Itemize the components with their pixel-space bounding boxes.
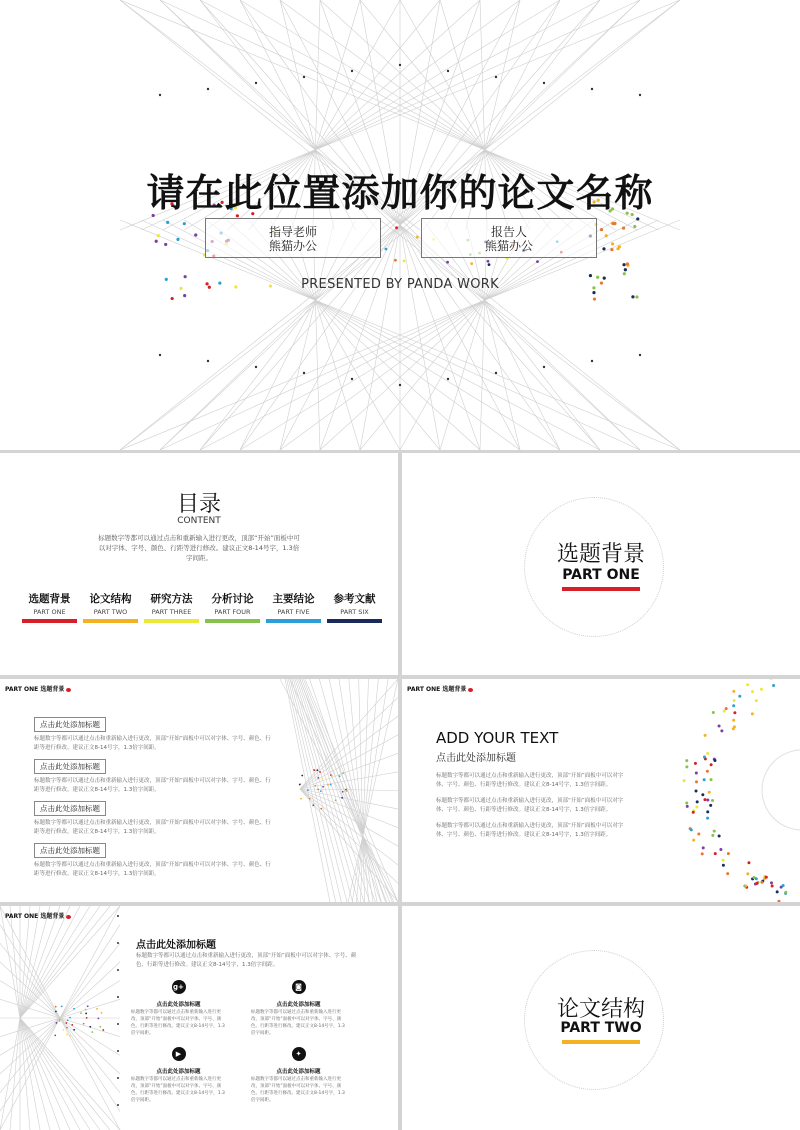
part-label — [407, 684, 473, 693]
youtube-icon[interactable]: ▶ — [172, 1047, 186, 1061]
toc-item-part: PART FIVE — [277, 608, 310, 616]
text-block — [34, 838, 274, 879]
toc-item-part: PART FOUR — [214, 608, 251, 616]
toc-item[interactable] — [22, 591, 77, 623]
block-heading[interactable]: 点击此处添加标题 — [34, 801, 106, 816]
toc-item-part: PART THREE — [151, 608, 192, 616]
content-title: ADD YOUR TEXT — [436, 729, 559, 747]
toc-item-title: 论文结构 — [89, 593, 132, 605]
toc-item-bar — [266, 619, 321, 623]
text-block — [34, 712, 274, 753]
toc-item-bar — [22, 619, 77, 623]
toc-subtitle: CONTENT — [177, 516, 221, 526]
content-slide-icons[interactable] — [0, 906, 398, 1130]
advisor-label: 指导老师 — [268, 225, 317, 239]
part-label — [5, 911, 71, 920]
feature-heading: 点击此处添加标题 — [156, 1069, 201, 1075]
block-heading[interactable]: 点击此处添加标题 — [34, 717, 106, 732]
reporter-label: 报告人 — [490, 225, 527, 239]
feature-item — [251, 1047, 346, 1104]
advisor-name: 熊猫办公 — [268, 239, 317, 253]
toc-item-title: 选题背景 — [28, 593, 71, 605]
toc-list — [22, 591, 382, 623]
section-part: PART TWO — [560, 1020, 642, 1036]
block-body: 标题数字等都可以通过点击和重新输入进行更改，顶部“开始”面板中可以对字体、字号、颜色、行距等进行修改。建议正文8-14号字，1.3倍字间距。 — [34, 736, 271, 751]
toc-item-title: 主要结论 — [272, 593, 315, 605]
dot-ring-decoration — [402, 679, 800, 902]
feature-item — [131, 1047, 226, 1104]
toc-item[interactable] — [205, 591, 260, 623]
toc-description: 标题数字等都可以通过点击和重新输入进行更改，顶部“开始”面板中可以对字体、字号、颜色、行距等进行修改。建议正文8-14号字，1.3倍字间距。 — [98, 534, 300, 562]
reporter-name: 熊猫办公 — [484, 239, 533, 253]
red-dot-icon — [468, 688, 473, 692]
presented-by: PRESENTED BY PANDA WORK — [301, 277, 499, 292]
block-heading[interactable]: 点击此处添加标题 — [34, 843, 106, 858]
content-slide-text[interactable] — [402, 679, 800, 902]
toc-item-part: PART TWO — [93, 608, 128, 616]
toc-item-bar — [144, 619, 199, 623]
feature-body: 标题数字等都可以通过点击和重新输入进行更改，顶部“开始”面板中可以对字体、字号、颜色、行距等进行修改。建议正文8-14号字，1.3倍字间距。 — [131, 1077, 225, 1103]
section-title: 论文结构 — [556, 997, 645, 1022]
feature-item — [251, 980, 346, 1037]
content-description: 标题数字等都可以通过点击和重新输入进行更改，顶部“开始”面板中可以对字体、字号、颜色、行距等进行修改。建议正文8-14号字，1.3倍字间距。 — [136, 953, 357, 968]
part-label-text: PART ONE 选题背景 — [5, 686, 65, 693]
toc-item-title: 参考文献 — [333, 593, 376, 605]
red-dot-icon — [66, 688, 71, 692]
thesis-title: 请在此位置添加你的论文名称 — [146, 171, 654, 215]
toc-item-bar — [205, 619, 260, 623]
block-heading[interactable]: 点击此处添加标题 — [34, 759, 106, 774]
feature-heading: 点击此处添加标题 — [276, 1002, 321, 1008]
section-bar — [562, 1040, 640, 1044]
content-paragraph: 标题数字等都可以通过点击和重新输入进行更改，顶部“开始”面板中可以对字体、字号、颜色、行距等进行修改。建议正文8-14号字，1.3倍字间距。 — [436, 823, 624, 838]
toc-item-part: PART SIX — [340, 608, 369, 616]
content-title: 点击此处添加标题 — [136, 940, 216, 951]
feature-body: 标题数字等都可以通过点击和重新输入进行更改，顶部“开始”面板中可以对字体、字号、颜色、行距等进行修改。建议正文8-14号字，1.3倍字间距。 — [131, 1010, 225, 1036]
toc-slide[interactable] — [0, 453, 398, 675]
string-art-background — [0, 0, 800, 450]
toc-item-title: 分析讨论 — [211, 593, 254, 605]
instagram-icon[interactable]: ◙ — [292, 980, 306, 994]
toc-item[interactable] — [83, 591, 138, 623]
feature-heading: 点击此处添加标题 — [156, 1002, 201, 1008]
red-dot-icon — [66, 915, 71, 919]
toc-item[interactable] — [327, 591, 382, 623]
text-block — [34, 796, 274, 837]
feature-heading: 点击此处添加标题 — [276, 1069, 321, 1075]
cover-slide[interactable] — [0, 0, 800, 450]
part-label-text: PART ONE 选题背景 — [5, 913, 65, 920]
text-block — [34, 754, 274, 795]
twitter-icon[interactable]: ✦ — [292, 1047, 306, 1061]
toc-item-title: 研究方法 — [150, 593, 193, 605]
block-body: 标题数字等都可以通过点击和重新输入进行更改，顶部“开始”面板中可以对字体、字号、颜色、行距等进行修改。建议正文8-14号字，1.3倍字间距。 — [34, 862, 271, 877]
section-bar — [562, 587, 640, 591]
feature-body: 标题数字等都可以通过点击和重新输入进行更改，顶部“开始”面板中可以对字体、字号、颜色、行距等进行修改。建议正文8-14号字，1.3倍字间距。 — [251, 1077, 345, 1103]
block-body: 标题数字等都可以通过点击和重新输入进行更改，顶部“开始”面板中可以对字体、字号、颜色、行距等进行修改。建议正文8-14号字，1.3倍字间距。 — [34, 820, 271, 835]
section-two-slide[interactable] — [402, 906, 800, 1130]
section-one-slide[interactable] — [402, 453, 800, 675]
content-paragraph: 标题数字等都可以通过点击和重新输入进行更改，顶部“开始”面板中可以对字体、字号、颜色、行距等进行修改。建议正文8-14号字，1.3倍字间距。 — [436, 798, 624, 813]
advisor-box — [205, 218, 381, 258]
toc-title: 目录 — [176, 492, 221, 517]
content-subtitle: 点击此处添加标题 — [436, 753, 516, 764]
toc-item-bar — [327, 619, 382, 623]
toc-item[interactable] — [266, 591, 321, 623]
part-label — [5, 684, 71, 693]
section-part: PART ONE — [562, 567, 640, 583]
feature-body: 标题数字等都可以通过点击和重新输入进行更改，顶部“开始”面板中可以对字体、字号、颜色、行距等进行修改。建议正文8-14号字，1.3倍字间距。 — [251, 1010, 345, 1036]
google-plus-icon[interactable]: g+ — [172, 980, 186, 994]
feature-item — [131, 980, 226, 1037]
reporter-box — [421, 218, 597, 258]
section-title: 选题背景 — [556, 542, 645, 567]
content-slide-blocks[interactable] — [0, 679, 398, 902]
part-label-text: PART ONE 选题背景 — [407, 686, 467, 693]
toc-item-bar — [83, 619, 138, 623]
content-paragraph: 标题数字等都可以通过点击和重新输入进行更改，顶部“开始”面板中可以对字体、字号、颜色、行距等进行修改。建议正文8-14号字，1.3倍字间距。 — [436, 773, 624, 788]
toc-item[interactable] — [144, 591, 199, 623]
toc-item-part: PART ONE — [33, 608, 66, 616]
block-body: 标题数字等都可以通过点击和重新输入进行更改，顶部“开始”面板中可以对字体、字号、颜色、行距等进行修改。建议正文8-14号字，1.3倍字间距。 — [34, 778, 271, 793]
